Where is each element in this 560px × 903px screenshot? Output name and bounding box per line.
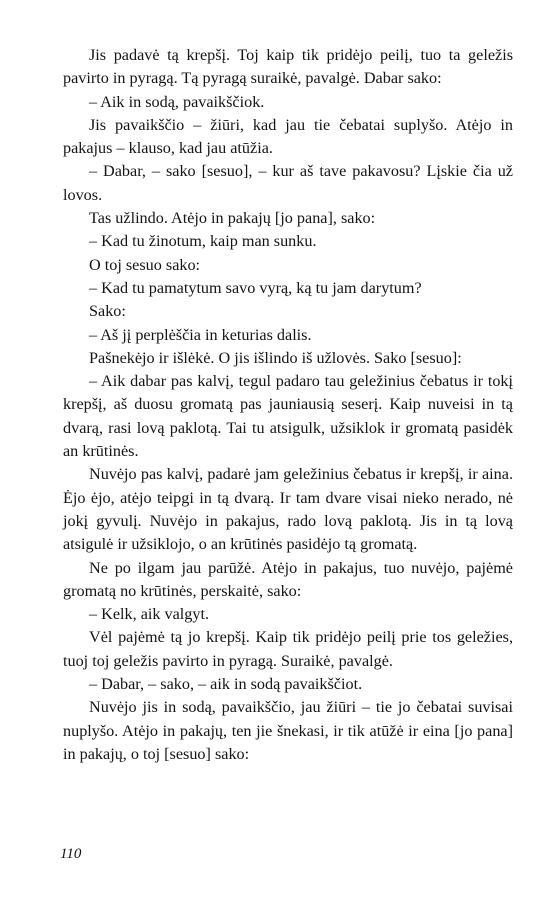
paragraph: – Kad tu žinotum, kaip man sunku.	[89, 232, 317, 251]
paragraph: Jis pavaikščio – žiūri, kad jau tie čebatai suplyšo. Atėjo in pakajus – klauso, kad jau atūžia.	[63, 115, 513, 158]
paragraph: – Dabar, – sako [sesuo], – kur aš tave pakavosu? Lįskie čia už lovos.	[63, 162, 513, 204]
paragraph: Nuvėjo pas kalvį, padarė jam geležinius čebatus ir krepšį, ir aina. Ėjo ėjo, atėjo teipgi in tą dvarą. Ir tam dvare visai nieko nerado, nė jokį gyvulį. Nuvėjo in pakajus, rado lovą paklotą. Jis in tą lovą atsigulė ir užsiklojo, o an krūtinės pasidėjo tą gromatą.	[63, 465, 513, 554]
paragraph: – Aš jį perplėščia in keturias dalis.	[89, 325, 312, 344]
paragraph: – Aik in sodą, pavaikščiok.	[89, 92, 265, 111]
paragraph: – Kad tu pamatytum savo vyrą, ką tu jam darytum?	[89, 278, 422, 297]
paragraph: Pašnekėjo ir išlėkė. O jis išlindo iš užlovės. Sako [sesuo]:	[89, 348, 462, 367]
paragraph: Tas užlindo. Atėjo in pakajų [jo pana], sako:	[89, 209, 376, 228]
paragraph: Jis padavė tą krepšį. Toj kaip tik pridėjo peilį, tuo ta geležis pavirto in pyragą. Tą pyragą suraikė, pavalgė. Dabar sako:	[63, 46, 513, 88]
paragraph: – Kelk, aik valgyt.	[89, 605, 210, 624]
body-text	[63, 44, 513, 766]
paragraph: O toj sesuo sako:	[89, 255, 201, 274]
paragraph: Nuvėjo jis in sodą, pavaikščio, jau žiūri – tie jo čebatai suvisai nuplyšo. Atėjo in pakajų, ten jie šnekasi, ir tik atūžė ir eina [jo pana] in pakajų, o toj [sesuo] sako:	[63, 698, 513, 763]
paragraph: Sako:	[89, 302, 126, 321]
paragraph: – Dabar, – sako, – aik in sodą pavaikščiot.	[89, 675, 363, 694]
paragraph: – Aik dabar pas kalvį, tegul padaro tau geležinius čebatus ir tokį krepšį, aš duosu gromatą pas jauniausią seserį. Kaip nuveisi in tą dvarą, rasi lovą paklotą. Tai tu atsigulk, užsiklok ir gromatą pasidėk an krūtinės.	[63, 372, 513, 461]
paragraph: Ne po ilgam jau parūžė. Atėjo in pakajus, tuo nuvėjo, pajėmė gromatą no krūtinės, perskaitė, sako:	[63, 558, 513, 600]
paragraph: Vėl pajėmė tą jo krepšį. Kaip tik pridėjo peilį prie tos geležies, tuoj toj geležis pavirto in pyragą. Suraikė, pavalgė.	[63, 628, 513, 670]
page-number: 110	[60, 846, 82, 862]
